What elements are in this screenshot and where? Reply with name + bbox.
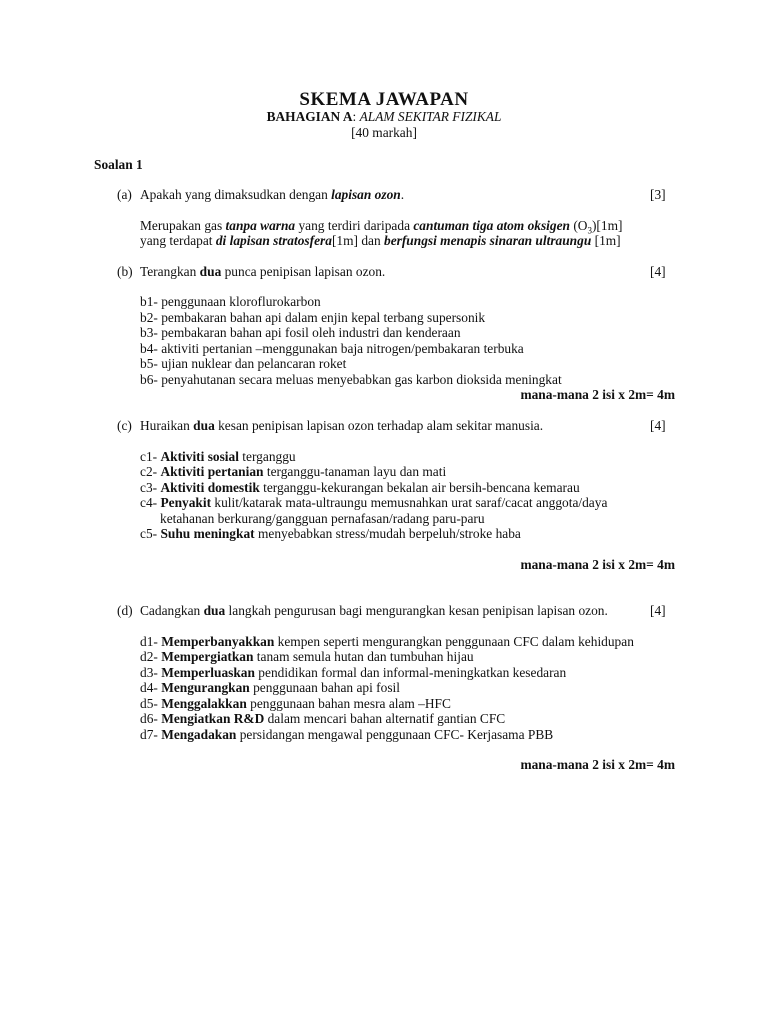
- item-number: d2-: [140, 649, 162, 664]
- item-text: penggunaan bahan mesra alam –HFC: [246, 696, 451, 711]
- answer-text: (O: [569, 218, 588, 233]
- part-b-total: mana-mana 2 isi x 2m= 4m: [520, 387, 675, 402]
- part-d-item: [140, 727, 553, 743]
- item-number: d3-: [140, 665, 162, 680]
- question-text: Terangkan: [140, 264, 200, 279]
- subscript: 3: [587, 225, 592, 236]
- question-text: Cadangkan: [140, 603, 204, 618]
- item-text: terganggu-kekurangan bekalan air bersih-bencana kemarau: [259, 480, 580, 495]
- item-number: d5-: [140, 696, 162, 711]
- part-c-label: (c): [117, 418, 132, 433]
- item-number: c2-: [140, 464, 161, 479]
- answer-text: yang terdapat: [140, 233, 216, 248]
- item-text: terganggu-tanaman layu dan mati: [263, 464, 447, 479]
- part-a-answer-line: [140, 233, 621, 249]
- part-b-item: b4- aktiviti pertanian –menggunakan baja nitrogen/pembakaran terbuka: [140, 341, 524, 356]
- answer-text: yang terdiri daripada: [295, 218, 414, 233]
- part-d-item: [140, 665, 566, 681]
- item-keyword: Menggalakkan: [161, 696, 247, 711]
- part-d-total: mana-mana 2 isi x 2m= 4m: [520, 757, 675, 772]
- part-a-mark: [3]: [650, 187, 666, 202]
- question-text: Apakah yang dimaksudkan dengan: [140, 187, 332, 202]
- question-text: kesan penipisan lapisan ozon terhadap alam sekitar manusia.: [214, 418, 544, 433]
- part-b-label: (b): [117, 264, 133, 279]
- item-keyword: Suhu meningkat: [160, 526, 255, 541]
- item-number: c4-: [140, 495, 161, 510]
- part-d-question: [140, 603, 608, 619]
- question-keyword: dua: [203, 603, 226, 618]
- answer-text: Merupakan gas: [140, 218, 226, 233]
- part-c-question: [140, 418, 543, 434]
- question-keyword: lapisan ozon: [331, 187, 401, 202]
- question-text: Huraikan: [140, 418, 194, 433]
- part-b-mark: [4]: [650, 264, 666, 279]
- part-d-label: (d): [117, 603, 133, 618]
- part-c-item: [140, 464, 446, 480]
- item-number: d7-: [140, 727, 162, 742]
- part-a-question: [140, 187, 404, 203]
- part-b-item: b6- penyahutanan secara meluas menyebabkan gas karbon dioksida meningkat: [140, 372, 562, 387]
- item-keyword: Memperluaskan: [161, 665, 255, 680]
- item-number: c5-: [140, 526, 161, 541]
- item-number: c1-: [140, 449, 161, 464]
- item-text: kulit/katarak mata-ultraungu memusnahkan urat saraf/cacat anggota/daya: [211, 495, 608, 510]
- part-b-item: b2- pembakaran bahan api dalam enjin kepal terbang supersonik: [140, 310, 486, 325]
- question-text: punca penipisan lapisan ozon.: [221, 264, 386, 279]
- item-keyword: Mengurangkan: [161, 680, 250, 695]
- item-text: pendidikan formal dan informal-meningkatkan kesedaran: [254, 665, 567, 680]
- item-keyword: Aktiviti pertanian: [160, 464, 264, 479]
- part-c-item: [140, 480, 580, 496]
- answer-text: [1m] dan: [331, 233, 384, 248]
- question-text: langkah pengurusan bagi mengurangkan kesan penipisan lapisan ozon.: [225, 603, 608, 618]
- section-separator: :: [352, 109, 360, 124]
- part-c-item: [140, 495, 607, 511]
- item-keyword: Aktiviti domestik: [160, 480, 260, 495]
- total-marks: [40 markah]: [351, 125, 417, 140]
- part-b-question: [140, 264, 385, 280]
- answer-keyword: cantuman tiga atom oksigen: [413, 218, 570, 233]
- item-keyword: Mempergiatkan: [161, 649, 254, 664]
- part-c-item-continuation: ketahanan berkurang/gangguan pernafasan/radang paru-paru: [160, 511, 485, 526]
- part-d-item: [140, 649, 474, 665]
- item-text: kempen seperti mengurangkan penggunaan CFC dalam kehidupan: [274, 634, 634, 649]
- item-number: c3-: [140, 480, 161, 495]
- question-keyword: dua: [193, 418, 215, 433]
- item-keyword: Mengadakan: [161, 727, 237, 742]
- part-b-item: b5- ujian nuklear dan pelancaran roket: [140, 356, 347, 371]
- item-keyword: Penyakit: [160, 495, 212, 510]
- part-d-mark: [4]: [650, 603, 666, 618]
- part-d-item: [140, 634, 634, 650]
- page-title: SKEMA JAWAPAN: [299, 89, 469, 110]
- part-b-item: b1- penggunaan kloroflurokarbon: [140, 294, 321, 309]
- item-keyword: Aktiviti sosial: [160, 449, 239, 464]
- part-d-item: [140, 711, 505, 727]
- item-text: tanam semula hutan dan tumbuhan hijau: [253, 649, 474, 664]
- part-a-label: (a): [117, 187, 132, 202]
- section-name: ALAM SEKITAR FIZIKAL: [359, 109, 502, 124]
- item-keyword: Memperbanyakkan: [161, 634, 275, 649]
- item-text: persidangan mengawal penggunaan CFC- Kerjasama PBB: [236, 727, 554, 742]
- part-b-item: b3- pembakaran bahan api fosil oleh industri dan kenderaan: [140, 325, 461, 340]
- question-label: Soalan 1: [94, 157, 143, 172]
- item-text: terganggu: [238, 449, 296, 464]
- part-c-mark: [4]: [650, 418, 666, 433]
- item-text: penggunaan bahan api fosil: [249, 680, 400, 695]
- part-d-item: [140, 680, 400, 696]
- answer-keyword: di lapisan stratosfera: [215, 233, 332, 248]
- part-c-item: [140, 449, 296, 465]
- part-c-item: [140, 526, 521, 542]
- item-text: dalam mencari bahan alternatif gantian CFC: [264, 711, 506, 726]
- part-d-item: [140, 696, 451, 712]
- item-number: d6-: [140, 711, 162, 726]
- question-keyword: dua: [199, 264, 222, 279]
- question-text: .: [400, 187, 405, 202]
- answer-keyword: tanpa warna: [225, 218, 296, 233]
- answer-text: )[1m]: [591, 218, 623, 233]
- answer-text: [1m]: [591, 233, 621, 248]
- item-keyword: Mengiatkan R&D: [161, 711, 265, 726]
- item-number: d1-: [140, 634, 162, 649]
- item-number: d4-: [140, 680, 162, 695]
- part-c-total: mana-mana 2 isi x 2m= 4m: [520, 557, 675, 572]
- section-heading: [0, 109, 768, 125]
- item-text: menyebabkan stress/mudah berpeluh/stroke haba: [254, 526, 521, 541]
- answer-keyword: berfungsi menapis sinaran ultraungu: [384, 233, 592, 248]
- section-label: BAHAGIAN A: [266, 109, 353, 124]
